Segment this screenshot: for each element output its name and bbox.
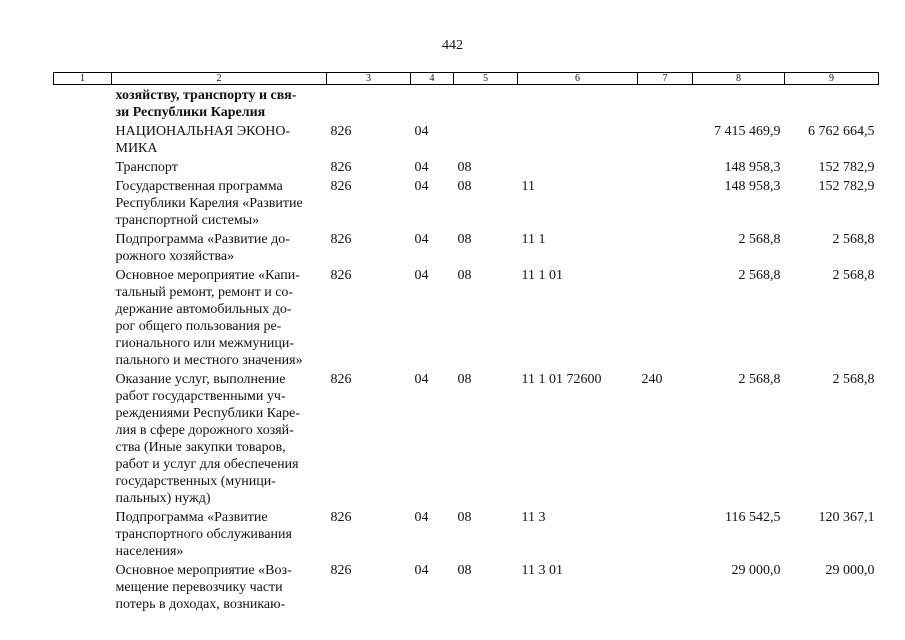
code-cell [638,121,693,157]
page-number: 442 [442,38,463,53]
code-cell: 826 [330,372,352,387]
code-cell [638,265,693,369]
item-name-cell: Подпрограмма «Развитие до- рожного хозяйства» [115,232,290,264]
code-cell: 826 [330,232,352,247]
table-row [54,229,879,265]
code-cell [638,176,693,229]
code-cell: 11 1 01 72600 [521,372,602,387]
item-name-cell: Основное мероприятие «Капи- тальный ремонт, ремонт и со- держание автомобильных до- рог общего пользования ре- гионального или межмуници- пального и местного значения» [115,268,303,368]
column-number: 6 [518,73,638,85]
code-cell [638,229,693,265]
code-cell: 08 [457,232,472,247]
code-cell [638,560,693,613]
code-cell: 826 [330,160,352,175]
amount-cell: 2 568,8 [738,372,781,387]
code-cell: 11 3 01 [521,563,563,578]
code-cell: 04 [414,179,429,194]
code-cell [54,507,112,560]
item-name-cell: НАЦИОНАЛЬНАЯ ЭКОНО- МИКА [115,124,291,156]
code-cell: 240 [641,372,663,387]
code-cell: 11 [521,179,535,194]
code-cell [638,85,693,122]
table-body [54,85,879,614]
amount-cell: 2 568,8 [738,232,781,247]
code-cell [518,121,638,157]
code-cell [54,560,112,613]
amount-cell: 7 415 469,9 [714,124,781,139]
amount-cell: 152 782,9 [818,160,875,175]
code-cell: 11 3 [521,510,546,525]
column-number: 5 [454,73,518,85]
code-cell [454,121,518,157]
code-cell: 11 1 01 [521,268,563,283]
code-cell [518,85,638,122]
amount-cell: 148 958,3 [724,160,781,175]
item-name-cell: Оказание услуг, выполнение работ государственными уч- реждениями Республики Каре- лия в сфере дорожного хозяй- ства (Иные закупки товаров, работ и услуг для обеспечения государственных (муници- пальных) нужд) [115,372,300,506]
code-cell [518,157,638,176]
code-cell: 826 [330,510,352,525]
amount-cell: 2 568,8 [832,268,875,283]
code-cell: 826 [330,268,352,283]
table-row [54,369,879,507]
table-row [54,507,879,560]
amount-cell: 148 958,3 [724,179,781,194]
code-cell: 826 [330,179,352,194]
amount-cell: 2 568,8 [832,372,875,387]
column-number: 8 [693,73,785,85]
code-cell: 04 [414,160,429,175]
code-cell: 826 [330,124,352,139]
code-cell [327,85,411,122]
table-row [54,121,879,157]
item-name-cell: Основное мероприятие «Воз- мещение перевозчику части потерь в доходах, возникаю- [115,563,292,612]
code-cell [54,229,112,265]
amount-cell [785,85,879,122]
column-number-row [54,73,879,85]
code-cell: 04 [414,268,429,283]
code-cell [54,176,112,229]
table-row [54,176,879,229]
column-number: 7 [638,73,693,85]
amount-cell: 2 568,8 [832,232,875,247]
code-cell: 04 [414,124,429,139]
item-name-cell: хозяйству, транспорту и свя- зи Республики Карелия [115,88,297,120]
code-cell: 826 [330,563,352,578]
code-cell [54,121,112,157]
column-number: 4 [411,73,454,85]
item-name-cell: Подпрограмма «Развитие транспортного обслуживания населения» [115,510,292,559]
code-cell [54,369,112,507]
column-number: 3 [327,73,411,85]
code-cell [54,265,112,369]
code-cell [411,85,454,122]
table-row [54,157,879,176]
amount-cell: 116 542,5 [725,510,781,525]
budget-table [53,72,879,613]
table-row [54,265,879,369]
code-cell: 08 [457,563,472,578]
amount-cell [693,85,785,122]
column-number: 9 [785,73,879,85]
amount-cell: 2 568,8 [738,268,781,283]
table-row [54,560,879,613]
amount-cell: 120 367,1 [818,510,875,525]
column-number: 1 [54,73,112,85]
code-cell: 04 [414,510,429,525]
item-name-cell: Государственная программа Республики Карелия «Развитие транспортной системы» [115,179,303,228]
code-cell: 08 [457,160,472,175]
code-cell: 04 [414,232,429,247]
code-cell: 08 [457,179,472,194]
amount-cell: 29 000,0 [731,563,781,578]
code-cell [638,507,693,560]
amount-cell: 6 762 664,5 [808,124,875,139]
code-cell: 11 1 [521,232,546,247]
code-cell [54,85,112,122]
item-name-cell: Транспорт [115,160,178,175]
amount-cell: 29 000,0 [825,563,875,578]
column-number: 2 [112,73,327,85]
code-cell [638,157,693,176]
table-row [54,85,879,122]
code-cell: 08 [457,268,472,283]
code-cell [54,157,112,176]
code-cell: 08 [457,510,472,525]
amount-cell: 152 782,9 [818,179,875,194]
code-cell: 04 [414,372,429,387]
code-cell: 08 [457,372,472,387]
code-cell: 04 [414,563,429,578]
code-cell [454,85,518,122]
